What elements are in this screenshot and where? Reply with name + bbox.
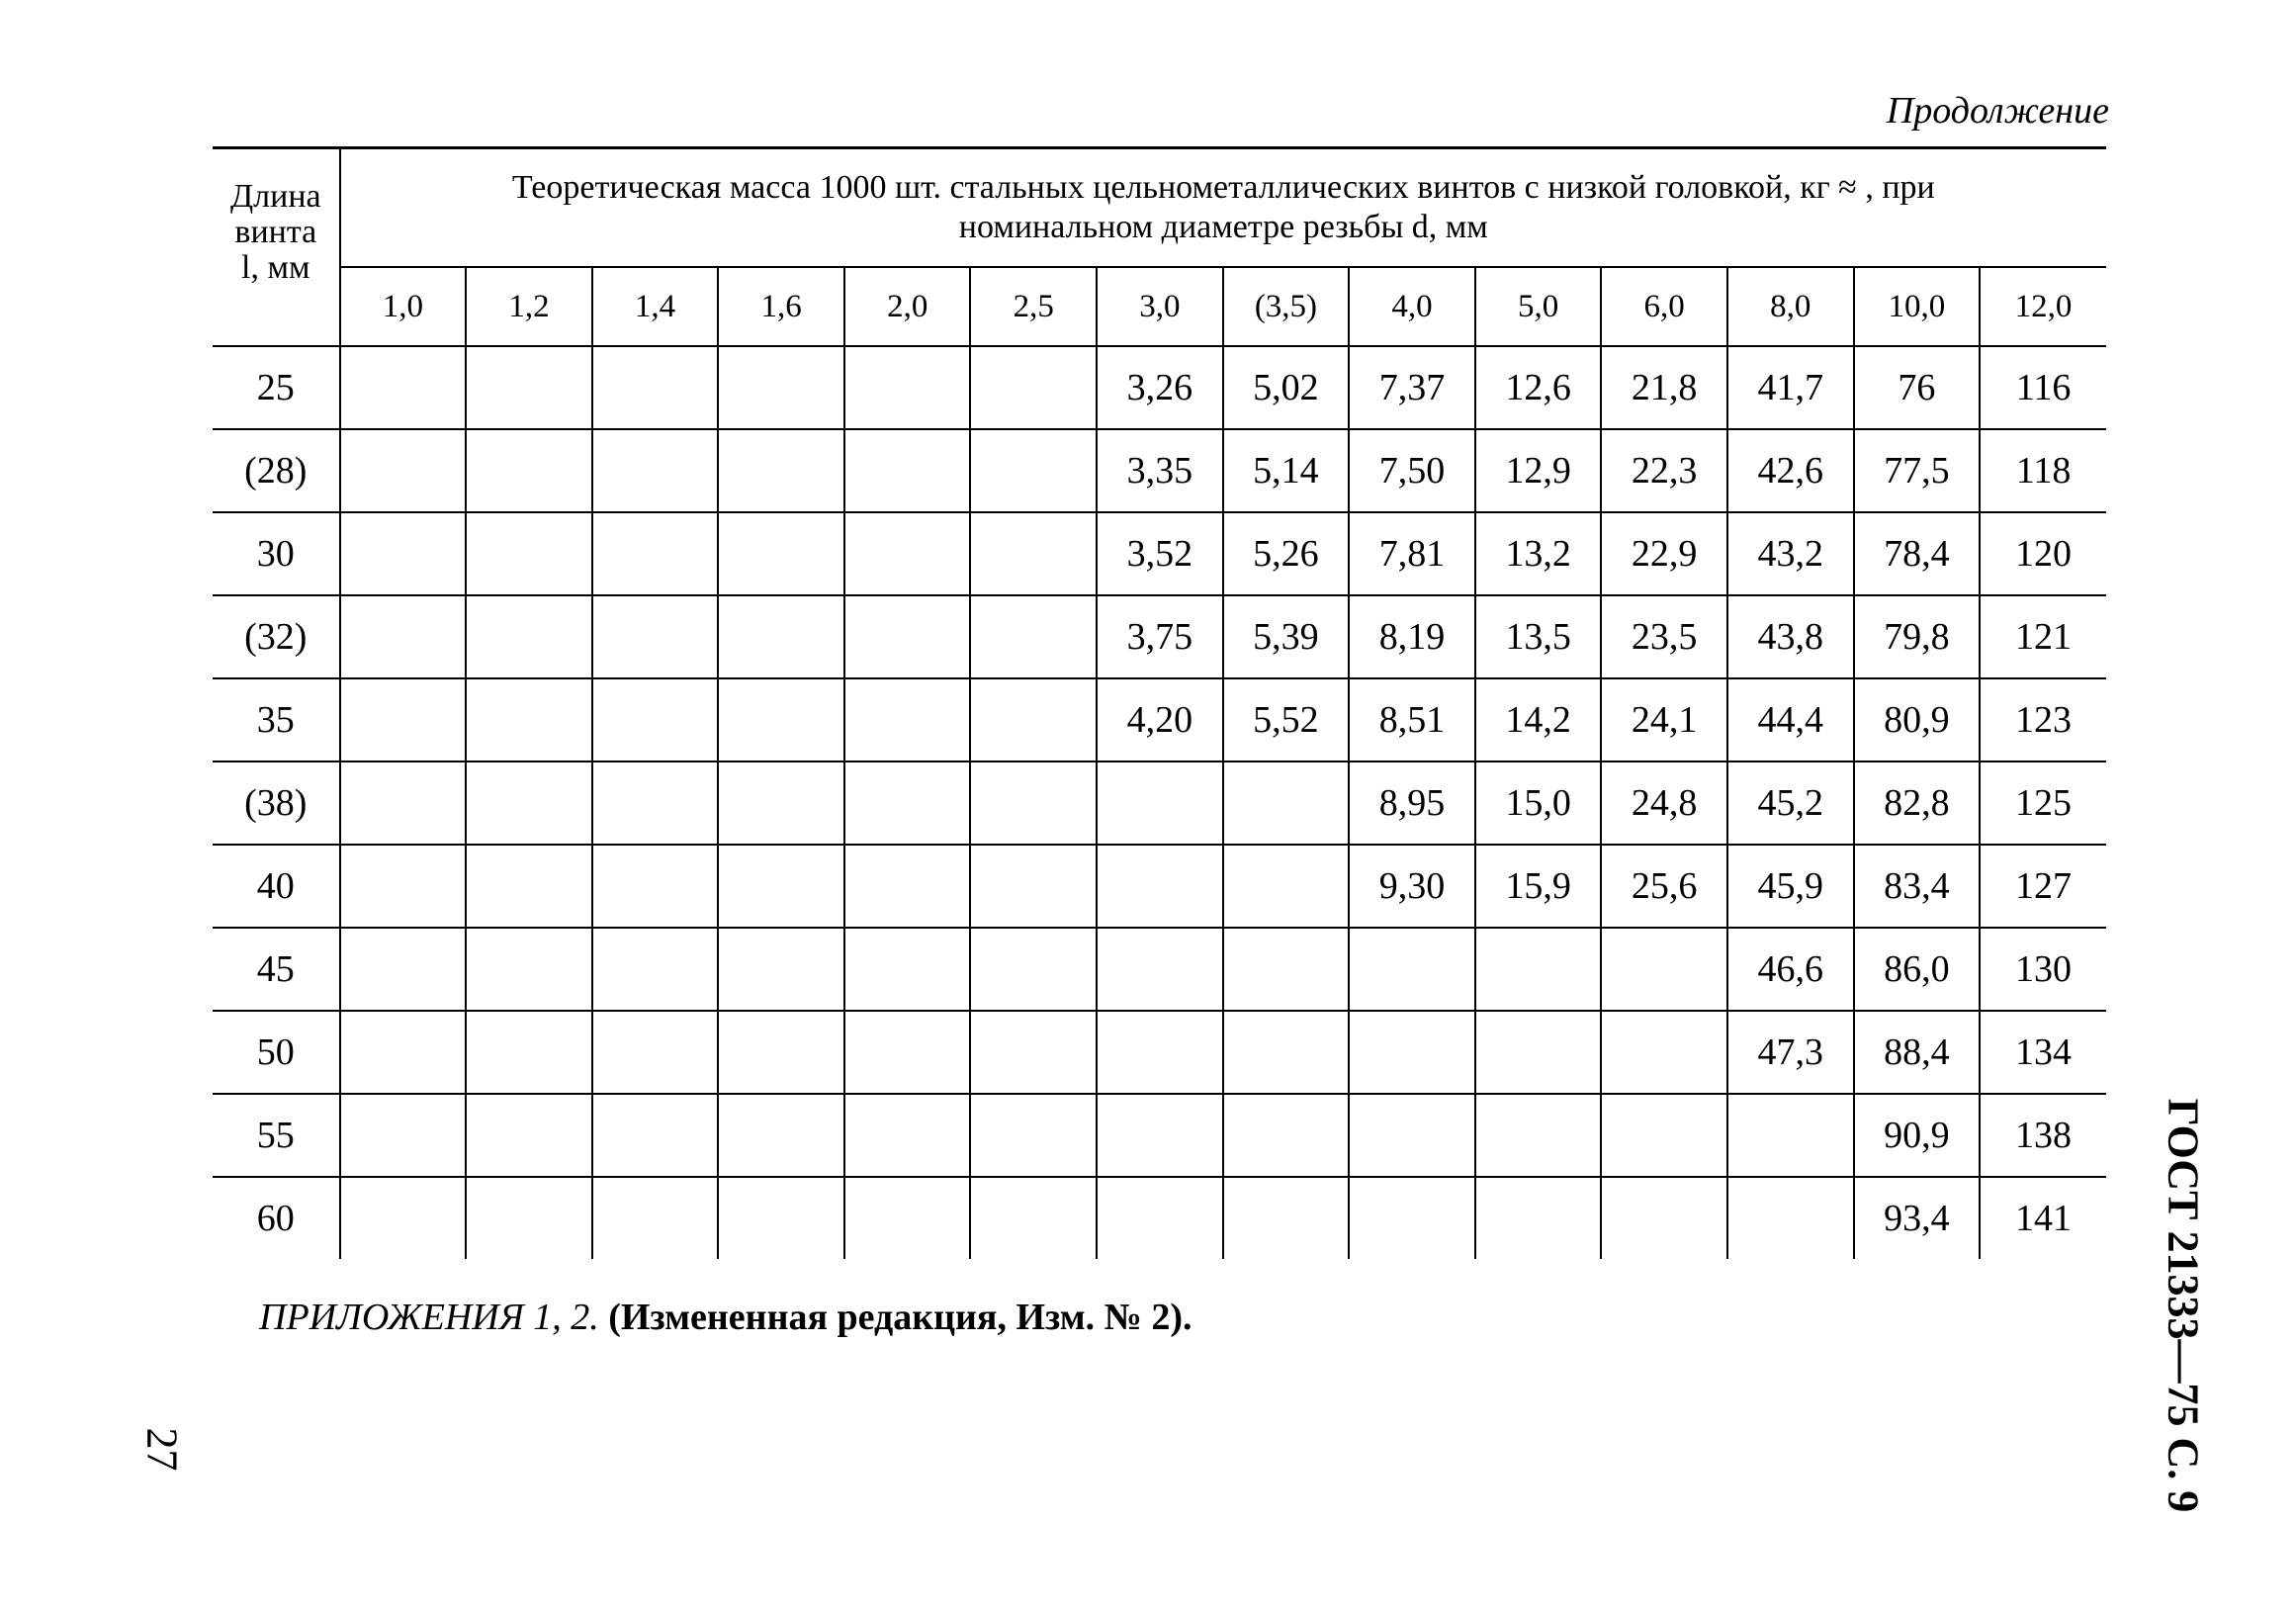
mass-cell xyxy=(340,1177,467,1259)
mass-cell: 3,75 xyxy=(1097,595,1223,678)
mass-cell xyxy=(1223,762,1350,845)
mass-cell xyxy=(340,762,467,845)
mass-cell: 88,4 xyxy=(1854,1011,1981,1094)
mass-cell: 15,9 xyxy=(1475,845,1602,928)
mass-cell xyxy=(466,1177,592,1259)
diameter-header: 8,0 xyxy=(1727,267,1854,346)
mass-cell xyxy=(340,1094,467,1177)
mass-cell xyxy=(1223,1177,1350,1259)
table-row xyxy=(213,595,2106,678)
length-cell: (32) xyxy=(213,595,340,678)
mass-cell: 45,2 xyxy=(1727,762,1854,845)
length-cell: 35 xyxy=(213,678,340,762)
diameter-header: (3,5) xyxy=(1223,267,1350,346)
mass-cell xyxy=(970,346,1097,429)
mass-cell xyxy=(844,928,971,1011)
mass-cell xyxy=(340,512,467,595)
mass-cell xyxy=(1475,1011,1602,1094)
mass-cell: 7,37 xyxy=(1349,346,1475,429)
mass-cell xyxy=(970,1011,1097,1094)
diameter-header: 1,4 xyxy=(592,267,719,346)
diameter-header: 10,0 xyxy=(1854,267,1981,346)
mass-cell: 15,0 xyxy=(1475,762,1602,845)
mass-cell: 8,19 xyxy=(1349,595,1475,678)
length-cell: 40 xyxy=(213,845,340,928)
mass-cell xyxy=(1097,1177,1223,1259)
length-header-line: винта xyxy=(234,214,317,250)
mass-cell xyxy=(466,762,592,845)
mass-cell xyxy=(340,928,467,1011)
table-row xyxy=(213,346,2106,429)
table-row xyxy=(213,678,2106,762)
mass-cell xyxy=(718,1177,844,1259)
mass-cell: 141 xyxy=(1980,1177,2106,1259)
mass-cell: 13,5 xyxy=(1475,595,1602,678)
diameter-header: 6,0 xyxy=(1601,267,1727,346)
mass-cell: 13,2 xyxy=(1475,512,1602,595)
mass-cell xyxy=(970,595,1097,678)
length-cell: (38) xyxy=(213,762,340,845)
mass-cell xyxy=(592,346,719,429)
mass-cell: 127 xyxy=(1980,845,2106,928)
mass-cell: 3,35 xyxy=(1097,429,1223,512)
mass-cell xyxy=(844,1177,971,1259)
mass-cell: 134 xyxy=(1980,1011,2106,1094)
mass-cell xyxy=(340,845,467,928)
diameter-header: 3,0 xyxy=(1097,267,1223,346)
length-cell: (28) xyxy=(213,429,340,512)
mass-cell: 24,8 xyxy=(1601,762,1727,845)
diameter-header-row xyxy=(213,267,2106,346)
mass-cell xyxy=(592,762,719,845)
mass-cell xyxy=(718,1094,844,1177)
mass-cell xyxy=(466,928,592,1011)
mass-cell xyxy=(970,845,1097,928)
mass-table xyxy=(213,146,2106,1259)
mass-cell: 41,7 xyxy=(1727,346,1854,429)
mass-cell: 90,9 xyxy=(1854,1094,1981,1177)
mass-cell xyxy=(466,512,592,595)
mass-cell: 118 xyxy=(1980,429,2106,512)
mass-cell xyxy=(340,429,467,512)
mass-cell xyxy=(340,595,467,678)
mass-cell: 121 xyxy=(1980,595,2106,678)
standard-designation: ГОСТ 21333—75 С. 9 xyxy=(2159,1098,2208,1513)
mass-cell: 78,4 xyxy=(1854,512,1981,595)
mass-cell: 47,3 xyxy=(1727,1011,1854,1094)
table-row xyxy=(213,1177,2106,1259)
mass-cell xyxy=(592,678,719,762)
mass-cell: 14,2 xyxy=(1475,678,1602,762)
diameter-header: 2,0 xyxy=(844,267,971,346)
mass-cell xyxy=(718,512,844,595)
mass-cell: 4,20 xyxy=(1097,678,1223,762)
mass-cell xyxy=(592,595,719,678)
mass-cell: 3,26 xyxy=(1097,346,1223,429)
mass-cell: 43,8 xyxy=(1727,595,1854,678)
mass-column-header xyxy=(340,148,2106,268)
mass-cell: 5,26 xyxy=(1223,512,1350,595)
mass-cell xyxy=(1601,1177,1727,1259)
mass-cell xyxy=(844,1011,971,1094)
mass-cell xyxy=(1097,1094,1223,1177)
length-header-line: l, мм xyxy=(241,249,310,286)
mass-cell xyxy=(1601,1011,1727,1094)
table-row xyxy=(213,512,2106,595)
mass-cell xyxy=(970,928,1097,1011)
mass-cell xyxy=(1097,1011,1223,1094)
mass-cell: 21,8 xyxy=(1601,346,1727,429)
length-cell: 30 xyxy=(213,512,340,595)
mass-cell xyxy=(1223,845,1350,928)
diameter-header: 2,5 xyxy=(970,267,1097,346)
mass-cell: 12,6 xyxy=(1475,346,1602,429)
mass-cell xyxy=(592,512,719,595)
mass-cell xyxy=(1475,1177,1602,1259)
mass-cell xyxy=(1349,1011,1475,1094)
mass-cell xyxy=(1601,1094,1727,1177)
mass-cell xyxy=(466,429,592,512)
mass-cell: 79,8 xyxy=(1854,595,1981,678)
mass-cell: 86,0 xyxy=(1854,928,1981,1011)
mass-cell xyxy=(718,845,844,928)
mass-cell xyxy=(466,346,592,429)
mass-cell: 83,4 xyxy=(1854,845,1981,928)
continuation-label: Продолжение xyxy=(1886,90,2109,132)
mass-cell xyxy=(1349,1177,1475,1259)
footnote-appendix-ref: ПРИЛОЖЕНИЯ 1, 2. xyxy=(259,1297,599,1338)
mass-cell xyxy=(844,762,971,845)
mass-cell xyxy=(970,429,1097,512)
mass-cell xyxy=(340,346,467,429)
mass-cell: 138 xyxy=(1980,1094,2106,1177)
mass-cell xyxy=(1727,1177,1854,1259)
diameter-header: 4,0 xyxy=(1349,267,1475,346)
page-number: 27 xyxy=(137,1427,187,1472)
table-row xyxy=(213,928,2106,1011)
mass-cell xyxy=(466,595,592,678)
mass-cell xyxy=(970,1094,1097,1177)
mass-cell: 8,51 xyxy=(1349,678,1475,762)
length-cell: 50 xyxy=(213,1011,340,1094)
mass-cell xyxy=(718,1011,844,1094)
footnote-amendment: (Измененная редакция, Изм. № 2). xyxy=(608,1297,1192,1338)
mass-cell: 7,81 xyxy=(1349,512,1475,595)
length-cell: 55 xyxy=(213,1094,340,1177)
mass-cell xyxy=(844,595,971,678)
diameter-header: 1,2 xyxy=(466,267,592,346)
mass-cell xyxy=(466,845,592,928)
mass-cell: 76 xyxy=(1854,346,1981,429)
mass-cell: 5,39 xyxy=(1223,595,1350,678)
length-cell: 60 xyxy=(213,1177,340,1259)
mass-cell: 45,9 xyxy=(1727,845,1854,928)
mass-cell: 3,52 xyxy=(1097,512,1223,595)
mass-cell xyxy=(592,845,719,928)
mass-cell: 125 xyxy=(1980,762,2106,845)
length-column-header xyxy=(213,148,340,347)
mass-cell xyxy=(340,678,467,762)
table-row xyxy=(213,1011,2106,1094)
mass-cell: 12,9 xyxy=(1475,429,1602,512)
diameter-header: 12,0 xyxy=(1980,267,2106,346)
mass-cell xyxy=(592,429,719,512)
mass-cell: 25,6 xyxy=(1601,845,1727,928)
mass-cell xyxy=(718,762,844,845)
mass-cell: 120 xyxy=(1980,512,2106,595)
mass-cell xyxy=(970,678,1097,762)
table-row xyxy=(213,845,2106,928)
mass-header-line: Теоретическая масса 1000 шт. стальных цельнометаллических винтов с низкой головкой, кг ≈ , при xyxy=(511,169,1935,206)
mass-cell: 77,5 xyxy=(1854,429,1981,512)
table-body xyxy=(213,346,2106,1259)
mass-cell xyxy=(718,429,844,512)
mass-cell: 23,5 xyxy=(1601,595,1727,678)
length-header-line: Длина xyxy=(229,178,321,215)
mass-cell xyxy=(340,1011,467,1094)
mass-cell: 5,52 xyxy=(1223,678,1350,762)
mass-cell: 22,9 xyxy=(1601,512,1727,595)
mass-cell xyxy=(1727,1094,1854,1177)
mass-cell xyxy=(844,346,971,429)
mass-cell xyxy=(970,512,1097,595)
mass-cell: 44,4 xyxy=(1727,678,1854,762)
mass-header-line: номинальном диаметре резьбы d, мм xyxy=(958,209,1488,245)
mass-cell: 93,4 xyxy=(1854,1177,1981,1259)
length-cell: 45 xyxy=(213,928,340,1011)
mass-cell: 130 xyxy=(1980,928,2106,1011)
mass-cell: 46,6 xyxy=(1727,928,1854,1011)
mass-cell xyxy=(1097,928,1223,1011)
mass-cell xyxy=(844,845,971,928)
mass-cell xyxy=(718,928,844,1011)
mass-cell: 9,30 xyxy=(1349,845,1475,928)
diameter-header: 1,6 xyxy=(718,267,844,346)
mass-cell: 80,9 xyxy=(1854,678,1981,762)
length-cell: 25 xyxy=(213,346,340,429)
mass-cell xyxy=(1223,928,1350,1011)
mass-cell xyxy=(1349,1094,1475,1177)
mass-cell xyxy=(592,928,719,1011)
mass-cell xyxy=(844,1094,971,1177)
mass-cell xyxy=(1601,928,1727,1011)
mass-cell xyxy=(1475,1094,1602,1177)
mass-cell xyxy=(1097,845,1223,928)
mass-cell xyxy=(718,346,844,429)
mass-cell xyxy=(1097,762,1223,845)
mass-cell: 24,1 xyxy=(1601,678,1727,762)
mass-cell xyxy=(592,1094,719,1177)
mass-cell: 7,50 xyxy=(1349,429,1475,512)
side-label xyxy=(2158,1088,2209,1523)
mass-cell: 5,02 xyxy=(1223,346,1350,429)
mass-cell xyxy=(1349,928,1475,1011)
mass-cell: 8,95 xyxy=(1349,762,1475,845)
mass-cell xyxy=(466,1094,592,1177)
mass-cell xyxy=(844,512,971,595)
mass-cell xyxy=(592,1011,719,1094)
mass-cell: 82,8 xyxy=(1854,762,1981,845)
diameter-header: 5,0 xyxy=(1475,267,1602,346)
mass-cell xyxy=(466,678,592,762)
mass-cell xyxy=(970,762,1097,845)
mass-cell: 123 xyxy=(1980,678,2106,762)
mass-cell xyxy=(718,595,844,678)
mass-cell: 42,6 xyxy=(1727,429,1854,512)
table-row xyxy=(213,429,2106,512)
diameter-header: 1,0 xyxy=(340,267,467,346)
mass-cell xyxy=(1475,928,1602,1011)
mass-cell: 116 xyxy=(1980,346,2106,429)
mass-cell: 22,3 xyxy=(1601,429,1727,512)
mass-cell xyxy=(718,678,844,762)
table-row xyxy=(213,1094,2106,1177)
table-row xyxy=(213,762,2106,845)
footnote xyxy=(259,1296,1192,1339)
mass-cell xyxy=(466,1011,592,1094)
mass-cell xyxy=(970,1177,1097,1259)
mass-cell xyxy=(1223,1094,1350,1177)
mass-cell: 43,2 xyxy=(1727,512,1854,595)
mass-cell xyxy=(844,429,971,512)
mass-cell xyxy=(844,678,971,762)
mass-cell: 5,14 xyxy=(1223,429,1350,512)
mass-cell xyxy=(1223,1011,1350,1094)
mass-cell xyxy=(592,1177,719,1259)
